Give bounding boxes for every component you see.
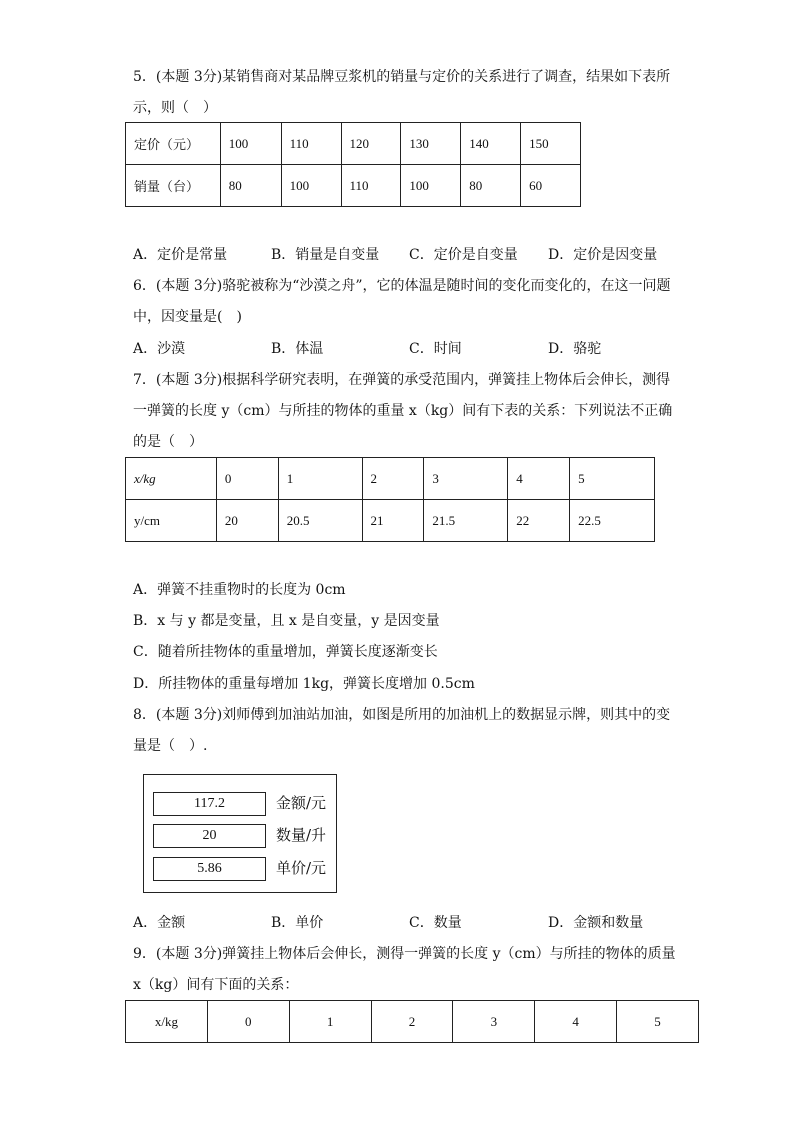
unit-price-label: 单价/元: [276, 859, 327, 877]
table-cell: 20: [216, 500, 278, 542]
table-cell: 100: [220, 123, 281, 165]
q6-option-b[interactable]: B．体温: [271, 341, 324, 357]
table-cell: 2: [362, 458, 424, 500]
q6-stem-line2: 中，因变量是( ): [133, 309, 242, 325]
q5-option-a[interactable]: A．定价是常量: [133, 247, 228, 263]
table-cell: 1: [289, 1001, 371, 1043]
q7-option-d[interactable]: D．所挂物体的重量每增加 1kg，弹簧长度增加 0.5cm: [133, 676, 475, 692]
quantity-value-box: 20: [153, 824, 266, 848]
table-cell: 3: [453, 1001, 535, 1043]
q9-spring-table: [125, 1000, 699, 1043]
table-cell: 2: [371, 1001, 453, 1043]
table-cell: 100: [281, 165, 341, 207]
table-cell: 80: [461, 165, 521, 207]
table-cell: 20.5: [278, 500, 362, 542]
table-cell: 5: [570, 458, 655, 500]
table-cell: 60: [521, 165, 581, 207]
q8-option-b[interactable]: B．单价: [271, 915, 324, 931]
q7-stem-line2: 一弹簧的长度 y（cm）与所挂的物体的重量 x（kg）间有下表的关系：下列说法不正确: [133, 403, 673, 419]
q9-stem-line1: 9．(本题 3分)弹簧挂上物体后会伸长，测得一弹簧的长度 y（cm）与所挂的物体的质量: [133, 946, 676, 962]
table-cell: 1: [278, 458, 362, 500]
table-row: [126, 458, 655, 500]
q6-option-a[interactable]: A．沙漠: [133, 341, 186, 357]
q5-option-b[interactable]: B．销量是自变量: [271, 247, 380, 263]
table-cell: 110: [341, 165, 401, 207]
q5-option-d[interactable]: D．定价是因变量: [548, 247, 658, 263]
q8-option-a[interactable]: A．金额: [133, 915, 186, 931]
fuel-pump-display: [143, 774, 337, 893]
q6-option-c[interactable]: C．时间: [409, 341, 462, 357]
table-row: [126, 500, 655, 542]
q7-spring-table: [125, 457, 655, 542]
q7-option-c[interactable]: C．随着所挂物体的重量增加，弹簧长度逐渐变长: [133, 644, 438, 660]
table-cell: 5: [617, 1001, 699, 1043]
q5-option-c[interactable]: C．定价是自变量: [409, 247, 518, 263]
table-cell: 110: [281, 123, 341, 165]
table-cell: 80: [220, 165, 281, 207]
q6-stem-line1: 6．(本题 3分)骆驼被称为“沙漠之舟”，它的体温是随时间的变化而变化的，在这一问题: [133, 278, 671, 294]
unit-price-value-box: 5.86: [153, 857, 266, 881]
amount-value-box: 117.2: [153, 792, 266, 816]
table-cell: x/kg: [126, 458, 217, 500]
q7-option-b[interactable]: B．x 与 y 都是变量，且 x 是自变量，y 是因变量: [133, 613, 440, 629]
table-cell: y/cm: [126, 500, 217, 542]
table-cell: 销量（台）: [126, 165, 221, 207]
q5-stem-line2: 示，则（ ）: [133, 100, 217, 116]
table-cell: 3: [424, 458, 508, 500]
table-cell: 定价（元）: [126, 123, 221, 165]
q9-stem-line2: x（kg）间有下面的关系：: [133, 977, 299, 993]
table-cell: 130: [401, 123, 461, 165]
q5-price-sales-table: [125, 122, 581, 207]
q6-option-d[interactable]: D．骆驼: [548, 341, 602, 357]
table-cell: 4: [535, 1001, 617, 1043]
table-row: [126, 1001, 699, 1043]
table-row: [126, 123, 581, 165]
q7-stem-line3: 的是（ ）: [133, 434, 203, 450]
table-cell: 4: [508, 458, 570, 500]
q5-stem-line1: 5．(本题 3分)某销售商对某品牌豆浆机的销量与定价的关系进行了调查，结果如下表所: [133, 69, 671, 85]
table-cell: 140: [461, 123, 521, 165]
q8-option-d[interactable]: D．金额和数量: [548, 915, 644, 931]
table-row: [126, 165, 581, 207]
table-cell: 0: [216, 458, 278, 500]
table-cell: 0: [207, 1001, 289, 1043]
table-cell: 150: [521, 123, 581, 165]
q7-stem-line1: 7．(本题 3分)根据科学研究表明，在弹簧的承受范围内，弹簧挂上物体后会伸长，测得: [133, 372, 671, 388]
table-cell: 100: [401, 165, 461, 207]
q8-stem-line2: 量是（ ）.: [133, 738, 208, 754]
amount-label: 金额/元: [276, 794, 327, 812]
q8-option-c[interactable]: C．数量: [409, 915, 462, 931]
q7-option-a[interactable]: A．弹簧不挂重物时的长度为 0cm: [133, 582, 346, 598]
table-cell: 22: [508, 500, 570, 542]
table-cell: 21: [362, 500, 424, 542]
table-cell: x/kg: [126, 1001, 208, 1043]
table-cell: 22.5: [570, 500, 655, 542]
table-cell: 21.5: [424, 500, 508, 542]
table-cell: 120: [341, 123, 401, 165]
q8-stem-line1: 8．(本题 3分)刘师傅到加油站加油，如图是所用的加油机上的数据显示牌，则其中的变: [133, 707, 671, 723]
quantity-label: 数量/升: [276, 826, 327, 844]
